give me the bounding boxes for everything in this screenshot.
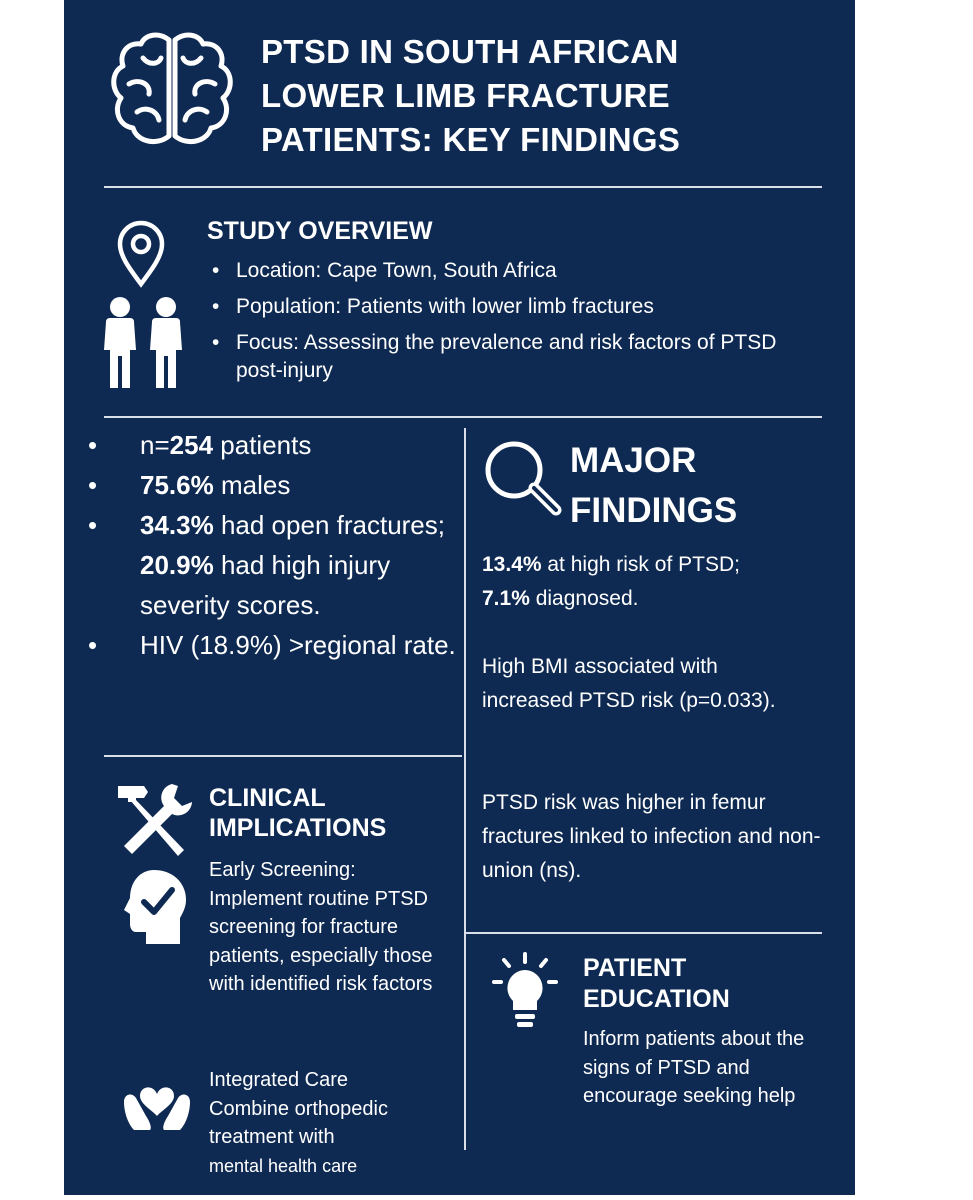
- care-line: mental health care: [209, 1155, 358, 1176]
- title-line-3: PATIENTS: KEY FINDINGS: [261, 121, 681, 158]
- list-item: [88, 625, 463, 665]
- list-item: • Population: Patients with lower limb fractures: [212, 293, 812, 321]
- care-hands-icon: [122, 1072, 192, 1132]
- clinical-screening: Early Screening: Implement routine PTSD screening for fracture patients, especially those with identified risk factors: [209, 859, 433, 995]
- care-line: Combine orthopedic treatment with: [209, 1097, 388, 1148]
- list-item: [88, 465, 463, 505]
- overview-heading: STUDY OVERVIEW: [207, 217, 433, 245]
- finding-text: at high risk of PTSD;: [541, 553, 740, 576]
- list-item: • Focus: Assessing the prevalence and risk factors of PTSD post-injury: [212, 329, 812, 385]
- finding-1: [482, 548, 842, 616]
- stat-value: 34.3%: [140, 510, 214, 540]
- people-icon: [100, 296, 190, 390]
- divider-vertical: [464, 428, 466, 1150]
- head-check-icon: [124, 868, 190, 946]
- brain-icon: [109, 28, 234, 153]
- finding-3: PTSD risk was higher in femur fractures linked to infection and non-union (ns).: [482, 791, 821, 882]
- major-findings-heading: [570, 436, 737, 536]
- stats-list: [88, 425, 463, 665]
- lightbulb-icon: [492, 950, 558, 1032]
- heading-line: CLINICAL: [209, 784, 326, 812]
- heading-line: MAJOR: [570, 441, 697, 480]
- clinical-integrated-care: [209, 1066, 469, 1180]
- title-line-1: PTSD IN SOUTH AFRICAN: [261, 33, 679, 70]
- heading-line: IMPLICATIONS: [209, 814, 387, 842]
- stat-value: 20.9%: [140, 550, 214, 580]
- location-pin-icon: [116, 220, 166, 288]
- divider-overview: [104, 416, 822, 418]
- magnifier-icon: [482, 440, 567, 520]
- stat-text: patients: [213, 430, 312, 460]
- list-item: • Location: Cape Town, South Africa: [212, 257, 812, 285]
- divider-title: [104, 186, 822, 188]
- tools-icon: [110, 780, 194, 858]
- title-line-2: LOWER LIMB FRACTURE: [261, 77, 670, 114]
- divider-findings: [466, 932, 822, 934]
- finding-value: 13.4%: [482, 553, 542, 576]
- heading-line: PATIENT: [583, 954, 687, 982]
- education-text: Inform patients about the signs of PTSD and encourage seeking help: [583, 1028, 805, 1107]
- stat-text: had high injury severity scores.: [140, 550, 391, 620]
- infographic-panel: [64, 0, 855, 1195]
- stat-text: HIV (18.9%) >regional rate.: [140, 630, 456, 660]
- list-item: [88, 425, 463, 465]
- finding-text: diagnosed.: [529, 587, 639, 610]
- stat-text: had open fractures;: [213, 510, 445, 540]
- stat-text: n=: [140, 430, 170, 460]
- stat-value: 75.6%: [140, 470, 214, 500]
- overview-list: [212, 257, 812, 393]
- finding-2: High BMI associated with increased PTSD risk (p=0.033).: [482, 655, 776, 712]
- clinical-heading: [209, 783, 386, 843]
- list-item: [88, 505, 463, 625]
- education-heading: [583, 953, 730, 1015]
- finding-value: 7.1%: [482, 587, 530, 610]
- care-line: Integrated Care: [209, 1069, 348, 1091]
- heading-line: EDUCATION: [583, 985, 730, 1013]
- stat-value: 254: [169, 430, 214, 460]
- heading-line: FINDINGS: [570, 491, 738, 530]
- page-title: [261, 30, 821, 162]
- divider-stats: [104, 755, 462, 757]
- stat-text: males: [213, 470, 291, 500]
